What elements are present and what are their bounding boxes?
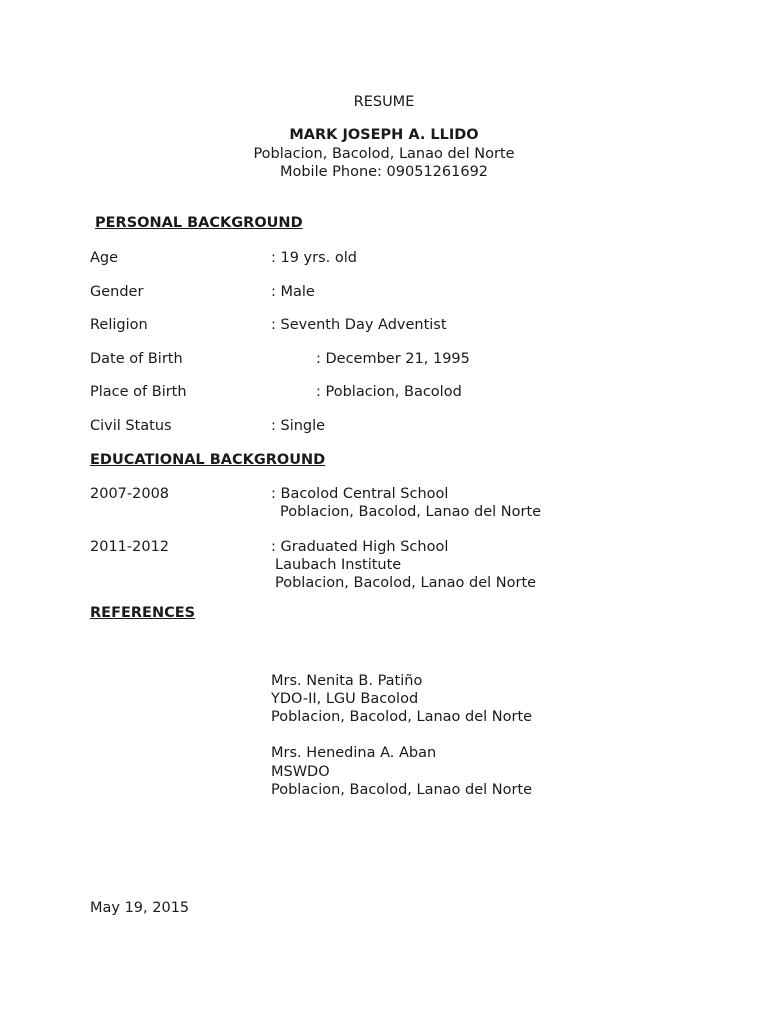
document-date: May 19, 2015 (90, 900, 190, 916)
gender-label: Gender (90, 284, 144, 300)
gender-value: : Male (271, 284, 315, 300)
personal-background-heading: PERSONAL BACKGROUND (95, 215, 303, 231)
education-years: 2011-2012 (90, 539, 170, 555)
applicant-name: MARK JOSEPH A. LLIDO (289, 127, 479, 143)
age-value: : 19 yrs. old (271, 250, 357, 266)
age-label: Age (90, 250, 119, 266)
education-school: : Graduated High School (271, 539, 449, 555)
reference-name: Mrs. Nenita B. Patiño (271, 673, 423, 689)
educational-background-heading: EDUCATIONAL BACKGROUND (90, 452, 326, 468)
education-years: 2007-2008 (90, 486, 170, 502)
education-school-address: Poblacion, Bacolod, Lanao del Norte (275, 575, 537, 591)
place-of-birth-label: Place of Birth (90, 384, 187, 400)
references-heading: REFERENCES (90, 605, 196, 621)
applicant-phone: Mobile Phone: 09051261692 (279, 164, 489, 180)
religion-label: Religion (90, 317, 148, 333)
reference-position: MSWDO (271, 764, 330, 780)
applicant-address: Poblacion, Bacolod, Lanao del Norte (253, 146, 515, 162)
date-of-birth-value: : December 21, 1995 (316, 351, 470, 367)
date-of-birth-label: Date of Birth (90, 351, 183, 367)
education-school: : Bacolod Central School (271, 486, 449, 502)
reference-address: Poblacion, Bacolod, Lanao del Norte (271, 782, 533, 798)
reference-position: YDO-II, LGU Bacolod (271, 691, 419, 707)
education-school-name: Laubach Institute (275, 557, 402, 573)
place-of-birth-value: : Poblacion, Bacolod (316, 384, 462, 400)
document-title: RESUME (353, 94, 415, 110)
religion-value: : Seventh Day Adventist (271, 317, 447, 333)
civil-status-value: : Single (271, 418, 326, 434)
civil-status-label: Civil Status (90, 418, 172, 434)
reference-address: Poblacion, Bacolod, Lanao del Norte (271, 709, 533, 725)
education-school-address: Poblacion, Bacolod, Lanao del Norte (280, 504, 542, 520)
reference-name: Mrs. Henedina A. Aban (271, 745, 437, 761)
